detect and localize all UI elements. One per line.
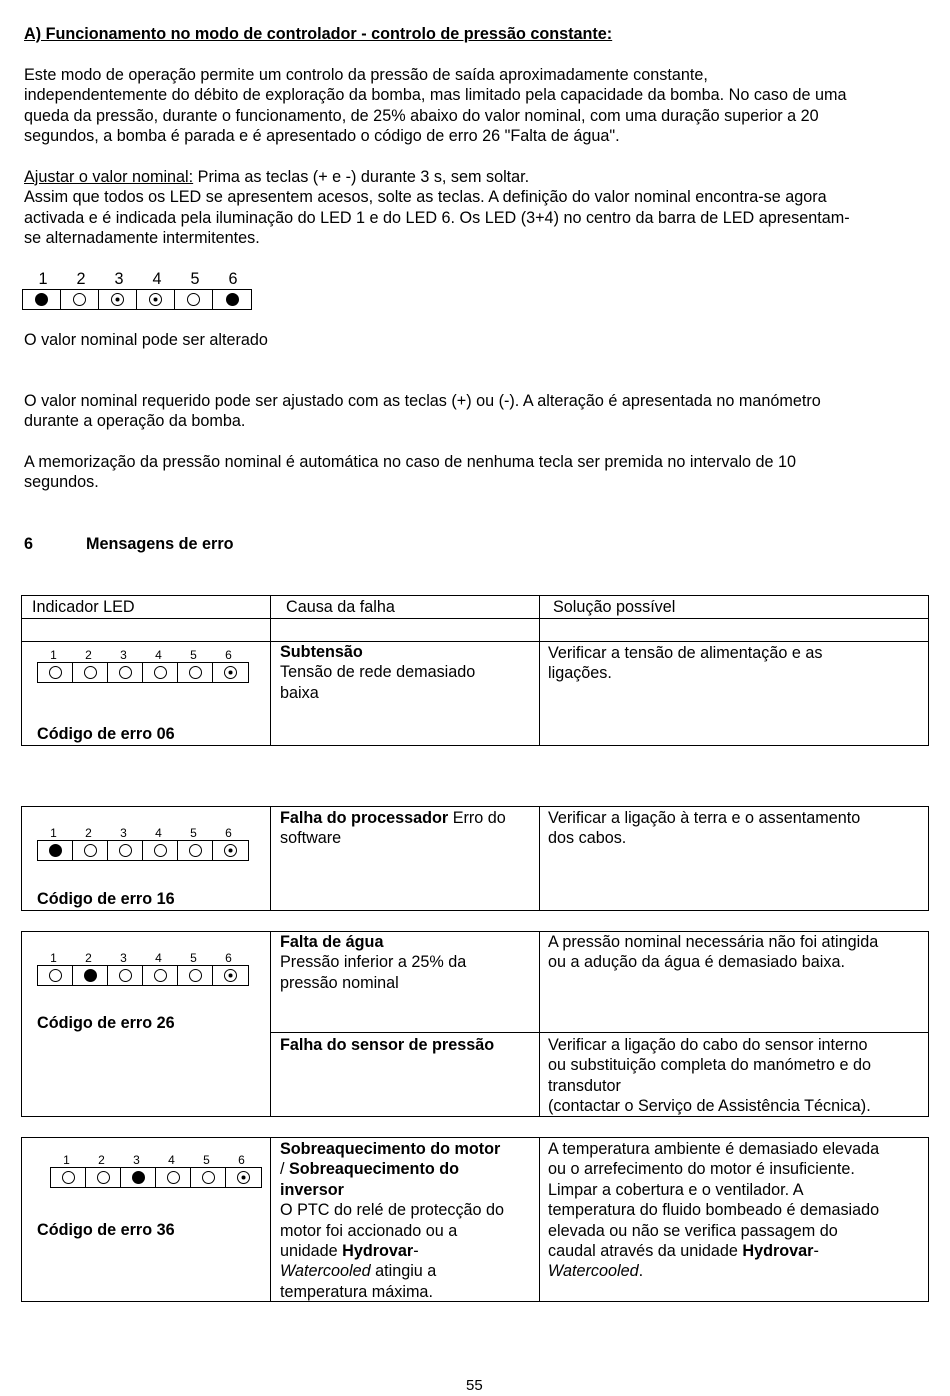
intro-paragraph (24, 65, 847, 147)
solution-cell (548, 643, 822, 684)
led-off-icon (189, 844, 202, 857)
led-number: 1 (38, 270, 48, 288)
text-line (548, 1261, 879, 1281)
cause-title: Falta de água (280, 933, 384, 951)
text-line: A temperatura ambiente é demasiado elevada (548, 1140, 880, 1158)
led-number-row (36, 649, 246, 662)
led-number: 3 (114, 270, 124, 288)
error-table-4 (21, 1137, 929, 1302)
led-blink-icon (224, 844, 237, 857)
brand-suffix: Watercooled (280, 1262, 371, 1281)
led-cell (213, 290, 251, 309)
led-cell (143, 663, 178, 682)
led-number: 1 (50, 826, 57, 840)
led-on-icon (49, 844, 62, 857)
led-off-icon (97, 1171, 110, 1184)
cause-cell (280, 1139, 504, 1302)
text-line: segundos. (24, 473, 99, 492)
solution-cell (548, 808, 860, 849)
text-line: ou a adução da água é demasiado baixa. (548, 953, 846, 972)
header-solution: Solução possível (553, 598, 676, 616)
led-cell (108, 966, 143, 985)
led-number: 6 (238, 1153, 245, 1167)
header-led-indicator: Indicador LED (32, 598, 135, 616)
led-number: 2 (85, 648, 92, 662)
led-cell (61, 290, 99, 309)
text-line: Este modo de operação permite um controlo da pressão de saída aproximadamente constante, (24, 66, 708, 84)
text-line: pressão nominal (280, 973, 399, 992)
led-off-icon (202, 1171, 215, 1184)
led-off-icon (154, 969, 167, 982)
error-table-1 (21, 595, 929, 746)
text-line: independentemente do débito de exploração da bomba, mas limitado pela capacidade da bomba. No caso de uma (24, 86, 847, 105)
led-number: 3 (120, 826, 127, 840)
text-line: ligações. (548, 664, 612, 683)
text-line: dos cabos. (548, 829, 627, 848)
text-line: Limpar a cobertura e o ventilador. A (548, 1180, 804, 1199)
text-line: (contactar o Serviço de Assistência Técnica). (548, 1097, 871, 1116)
led-cell (38, 966, 73, 985)
text-line: segundos, a bomba é parada e é apresentado o código de erro 26 "Falta de água". (24, 127, 620, 146)
led-off-icon (154, 844, 167, 857)
led-off-icon (62, 1171, 75, 1184)
led-number: 5 (190, 951, 197, 965)
text-line: Pressão inferior a 25% da (280, 953, 467, 972)
text-line: ou o arrefecimento do motor é insuficiente. (548, 1160, 855, 1179)
led-off-icon (187, 293, 200, 306)
led-on-icon (226, 293, 239, 306)
solution-cell (548, 1035, 871, 1117)
led-number: 4 (168, 1153, 175, 1167)
error-table-3 (21, 931, 929, 1117)
error-table-2 (21, 806, 929, 911)
text-line: temperatura máxima. (280, 1282, 433, 1301)
text-line: se alternadamente intermitentes. (24, 229, 260, 248)
led-off-icon (154, 666, 167, 679)
led-off-icon (73, 293, 86, 306)
cause-title: Sobreaquecimento do motor (280, 1140, 501, 1158)
text-line: Verificar a tensão de alimentação e as (548, 644, 823, 662)
text: atingiu a (370, 1262, 437, 1281)
text-line: elevada ou não se verifica passagem do (548, 1221, 838, 1240)
error-code: Código de erro 16 (37, 890, 175, 908)
led-cell (51, 1168, 86, 1187)
led-off-icon (189, 969, 202, 982)
led-blink-icon (237, 1171, 250, 1184)
led-blink-icon (111, 293, 124, 306)
led-number: 5 (190, 648, 197, 662)
led-cell (73, 663, 108, 682)
led-cell (226, 1168, 261, 1187)
text: - (813, 1242, 819, 1261)
led-off-icon (119, 666, 132, 679)
led-number: 4 (152, 270, 162, 288)
cause-title: Falha do processador (280, 809, 449, 827)
led-cell (121, 1168, 156, 1187)
cause-title: Falha do sensor de pressão (280, 1036, 495, 1054)
error-code: Código de erro 26 (37, 1014, 175, 1032)
led-number: 1 (50, 951, 57, 965)
section-number: 6 (24, 535, 34, 553)
error-code: Código de erro 06 (37, 725, 175, 743)
led-cell (73, 966, 108, 985)
led-number: 4 (155, 648, 162, 662)
led-number: 1 (50, 648, 57, 662)
led-number: 5 (190, 826, 197, 840)
text-line: activada e é indicada pela iluminação do LED 1 e do LED 6. Os LED (3+4) no centro da barra de LED apresentam- (24, 208, 850, 227)
led-number: 6 (225, 826, 232, 840)
text-line (548, 1241, 879, 1261)
text-line: transdutor (548, 1076, 621, 1095)
led-cell (99, 290, 137, 309)
cause-title: Subtensão (280, 643, 363, 661)
section-a-heading: A) Funcionamento no modo de controlador - controlo de pressão constante: (24, 25, 613, 43)
led-cell (108, 841, 143, 860)
text-line (280, 1261, 504, 1281)
led-off-icon (49, 666, 62, 679)
led-cell (73, 841, 108, 860)
brand-suffix: Watercooled (548, 1262, 639, 1281)
adjust-text: Prima as teclas (+ e -) durante 3 s, sem soltar. (193, 168, 530, 186)
text-line: durante a operação da bomba. (24, 412, 246, 431)
led-number: 3 (133, 1153, 140, 1167)
text-line: A pressão nominal necessária não foi atingida (548, 933, 879, 951)
led-cell (143, 966, 178, 985)
led-number: 2 (98, 1153, 105, 1167)
led-number-row (36, 827, 246, 840)
led-bar (37, 662, 249, 683)
solution-cell (548, 932, 878, 973)
text-line: Verificar a ligação do cabo do sensor interno (548, 1036, 868, 1054)
led-cell (178, 966, 213, 985)
led-number: 5 (190, 270, 200, 288)
led-cell (178, 663, 213, 682)
cause-cell (280, 932, 466, 993)
led-cell (178, 841, 213, 860)
led-cell (156, 1168, 191, 1187)
text-line: O valor nominal requerido pode ser ajustado com as teclas (+) ou (-). A alteração é apresentada no manómetro (24, 392, 821, 410)
led-off-icon (167, 1171, 180, 1184)
solution-cell (548, 1139, 879, 1282)
led-cell (213, 966, 248, 985)
text: - (413, 1242, 419, 1261)
section-title: Mensagens de erro (86, 535, 234, 553)
led-cell (137, 290, 175, 309)
adjust-label: Ajustar o valor nominal: (24, 168, 194, 186)
led-off-icon (119, 969, 132, 982)
led-on-icon (35, 293, 48, 306)
led-cell (213, 841, 248, 860)
text-line: software (280, 829, 342, 848)
led-number: 5 (203, 1153, 210, 1167)
led-off-icon (119, 844, 132, 857)
value-can-change-text: O valor nominal pode ser alterado (24, 331, 268, 349)
led-cell (108, 663, 143, 682)
led-off-icon (84, 844, 97, 857)
led-number: 6 (225, 951, 232, 965)
led-bar (50, 1167, 262, 1188)
led-bar (37, 965, 249, 986)
slash: / (280, 1160, 289, 1179)
text-line: baixa (280, 683, 319, 702)
text-line: queda da pressão, durante o funcionamento, de 25% abaixo do valor nominal, com uma duração superior a 20 (24, 106, 819, 125)
led-number: 6 (225, 648, 232, 662)
text-line (280, 1159, 504, 1179)
text-line: temperatura do fluido bombeado é demasiado (548, 1201, 880, 1220)
text-line: O PTC do relé de protecção do (280, 1201, 505, 1220)
led-cell (86, 1168, 121, 1187)
led-on-icon (132, 1171, 145, 1184)
led-off-icon (49, 969, 62, 982)
led-cell (143, 841, 178, 860)
led-cell (38, 841, 73, 860)
text: . (638, 1262, 644, 1281)
led-blink-icon (224, 666, 237, 679)
led-number-row (24, 269, 252, 289)
text-line: Tensão de rede demasiado (280, 663, 476, 682)
led-cell (213, 663, 248, 682)
cause-title: inversor (280, 1180, 344, 1199)
led-number-row (36, 952, 246, 965)
led-number: 1 (63, 1153, 70, 1167)
led-number: 3 (120, 951, 127, 965)
cause-cell (280, 808, 506, 849)
led-bar (22, 289, 252, 310)
cause-cell (280, 642, 475, 703)
text-line (280, 1241, 504, 1261)
led-cell (191, 1168, 226, 1187)
text-line (24, 167, 850, 187)
adjust-paragraph (24, 167, 850, 249)
led-blink-icon (149, 293, 162, 306)
memorization-paragraph (24, 452, 796, 493)
led-cell (38, 663, 73, 682)
header-cause: Causa da falha (286, 598, 395, 616)
page-number: 55 (466, 1377, 483, 1394)
error-code: Código de erro 36 (37, 1221, 175, 1239)
led-on-icon (84, 969, 97, 982)
text: caudal através da unidade (548, 1242, 743, 1261)
text-line: Verificar a ligação à terra e o assentamento (548, 809, 861, 827)
led-bar (37, 840, 249, 861)
text-line: motor foi accionado ou a (280, 1221, 458, 1240)
text-line: Assim que todos os LED se apresentem acesos, solte as teclas. A definição do valor nominal encontra-se agora (24, 188, 827, 207)
text-line: A memorização da pressão nominal é automática no caso de nenhuma tecla ser premida no intervalo de 10 (24, 453, 797, 471)
led-number-row (49, 1154, 259, 1167)
led-number: 2 (85, 951, 92, 965)
led-number: 3 (120, 648, 127, 662)
cause-text: Erro do (448, 809, 506, 827)
cause-title: Sobreaquecimento do (289, 1160, 459, 1179)
led-blink-icon (224, 969, 237, 982)
adjust-value-paragraph (24, 391, 821, 432)
led-off-icon (84, 666, 97, 679)
led-off-icon (189, 666, 202, 679)
led-number: 6 (228, 270, 238, 288)
led-number: 4 (155, 951, 162, 965)
led-number: 2 (85, 826, 92, 840)
brand-name: Hydrovar (742, 1242, 814, 1261)
led-cell (23, 290, 61, 309)
text-line (280, 808, 506, 828)
brand-name: Hydrovar (342, 1242, 414, 1261)
led-cell (175, 290, 213, 309)
led-number: 4 (155, 826, 162, 840)
text-line: ou substituição completa do manómetro e do (548, 1056, 872, 1075)
led-number: 2 (76, 270, 86, 288)
text: unidade (280, 1242, 343, 1261)
